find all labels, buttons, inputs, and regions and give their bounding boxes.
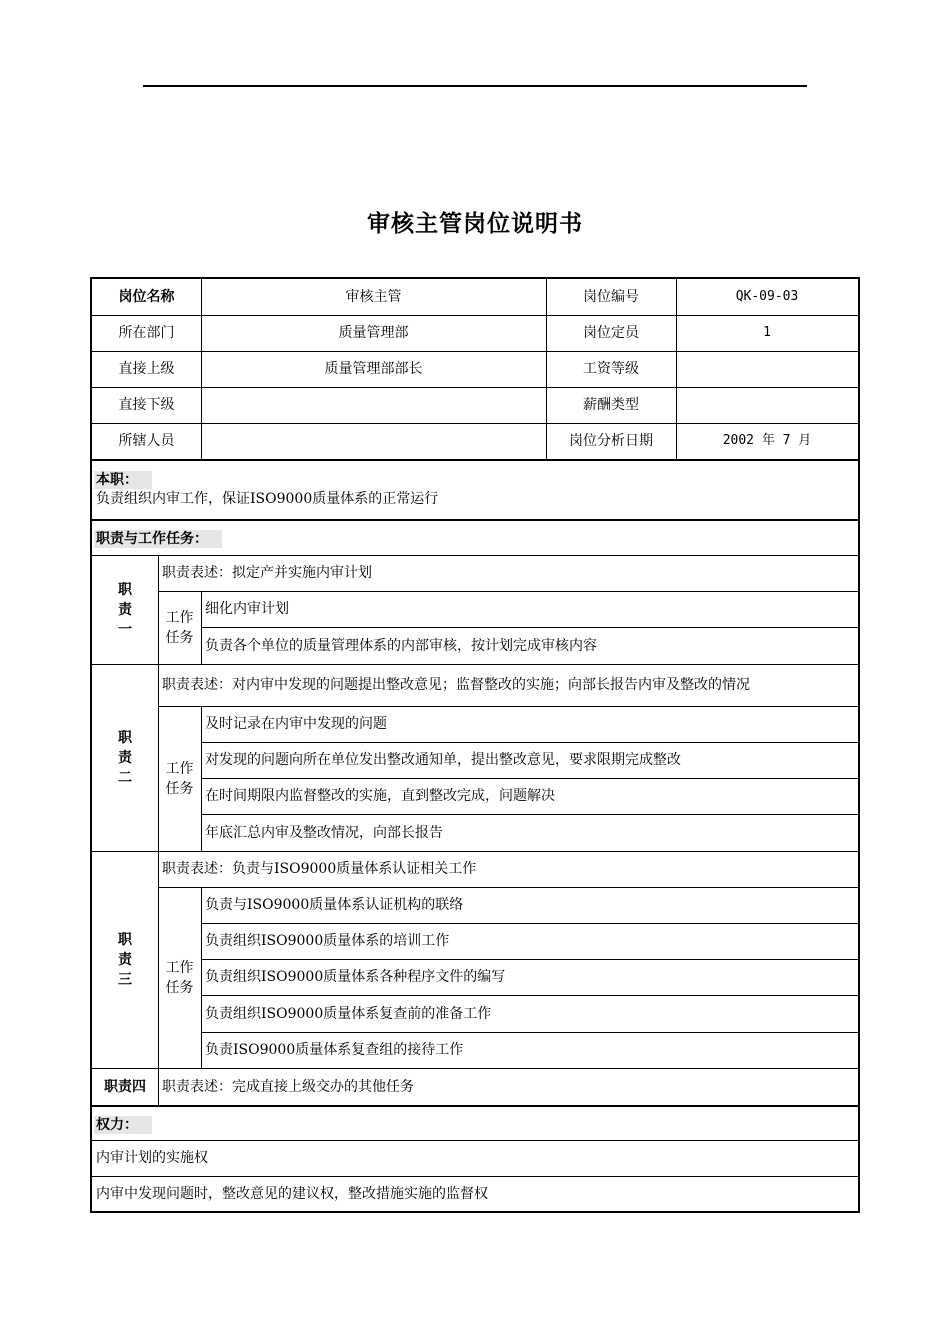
subordinate-label: 直接下级 [118, 397, 175, 413]
pay-type-label: 薪酬类型 [583, 397, 639, 413]
position-name-value: 审核主管 [345, 289, 402, 305]
staff-label: 所辖人员 [118, 433, 175, 449]
duties-section-label: 职责与工作任务： [94, 530, 222, 548]
analysis-date-label: 岗位分析日期 [569, 433, 653, 449]
duty-2-work-tasks-label: 工作 任务 [165, 760, 194, 797]
duty-3-description: 职责表述：负责与ISO9000质量体系认证相关工作 [162, 861, 477, 877]
department-label: 所在部门 [118, 325, 175, 341]
duty-2-description: 职责表述：对内审中发现的问题提出整改意见；监督整改的实施；向部长报告内审及整改的情况 [162, 676, 750, 693]
salary-grade-label: 工资等级 [583, 361, 639, 377]
position-name-label: 岗位名称 [118, 289, 175, 305]
authority-item-2: 内审中发现问题时，整改意见的建议权，整改措施实施的监督权 [96, 1185, 488, 1202]
subordinate-value [201, 387, 546, 423]
duty-3-label: 职 责 三 [118, 931, 132, 988]
duty-2-task-4: 年底汇总内审及整改情况，向部长报告 [205, 824, 443, 841]
department-value: 质量管理部 [338, 325, 409, 341]
job-description-table [90, 277, 860, 1213]
duty-1-label: 职 责 一 [118, 581, 132, 638]
position-code-value: QK-09-03 [735, 289, 799, 304]
document-title: 审核主管岗位说明书 [367, 211, 583, 237]
authority-item-1: 内审计划的实施权 [96, 1150, 208, 1166]
salary-grade-value [676, 351, 858, 387]
main-duty-text: 负责组织内审工作，保证ISO9000质量体系的正常运行 [96, 491, 439, 507]
position-code-label: 岗位编号 [583, 289, 639, 305]
section-divider [92, 519, 858, 521]
duty-2-task-1: 及时记录在内审中发现的问题 [205, 716, 387, 732]
duty-1-description: 职责表述：拟定产并实施内审计划 [162, 565, 372, 581]
duty-4-description: 职责表述：完成直接上级交办的其他任务 [162, 1078, 414, 1095]
superior-value: 质量管理部部长 [324, 361, 423, 377]
staff-value [201, 423, 546, 459]
duty-3-task-4: 负责组织ISO9000质量体系复查前的准备工作 [205, 1005, 492, 1022]
duty-2-task-2: 对发现的问题向所在单位发出整改通知单，提出整改意见，要求限期完成整改 [205, 752, 681, 768]
superior-label: 直接上级 [118, 361, 175, 377]
duty-4-label: 职责四 [104, 1078, 146, 1095]
duty-3-task-5: 负责ISO9000质量体系复查组的接待工作 [205, 1042, 464, 1058]
duty-1-task-2: 负责各个单位的质量管理体系的内部审核，按计划完成审核内容 [205, 637, 597, 654]
authority-label: 权力： [94, 1116, 152, 1134]
section-divider [92, 459, 858, 461]
duty-1-task-1: 细化内审计划 [205, 601, 289, 617]
duty-3-work-tasks-label: 工作 任务 [165, 959, 194, 996]
duty-3-task-2: 负责组织ISO9000质量体系的培训工作 [205, 933, 450, 949]
header-rule [143, 85, 807, 87]
duty-2-task-3: 在时间期限内监督整改的实施，直到整改完成，问题解决 [205, 788, 555, 804]
duty-2-label: 职 责 二 [118, 729, 132, 786]
section-divider [92, 1105, 858, 1107]
analysis-date-value: 2002 年 7 月 [722, 433, 812, 448]
duty-1-work-tasks-label: 工作 任务 [165, 609, 194, 646]
main-duty-label: 本职： [94, 471, 152, 489]
duty-3-task-1: 负责与ISO9000质量体系认证机构的联络 [205, 897, 464, 913]
pay-type-value [676, 387, 858, 423]
duty-3-task-3: 负责组织ISO9000质量体系各种程序文件的编写 [205, 969, 506, 985]
headcount-label: 岗位定员 [583, 325, 639, 341]
headcount-value: 1 [763, 325, 771, 340]
